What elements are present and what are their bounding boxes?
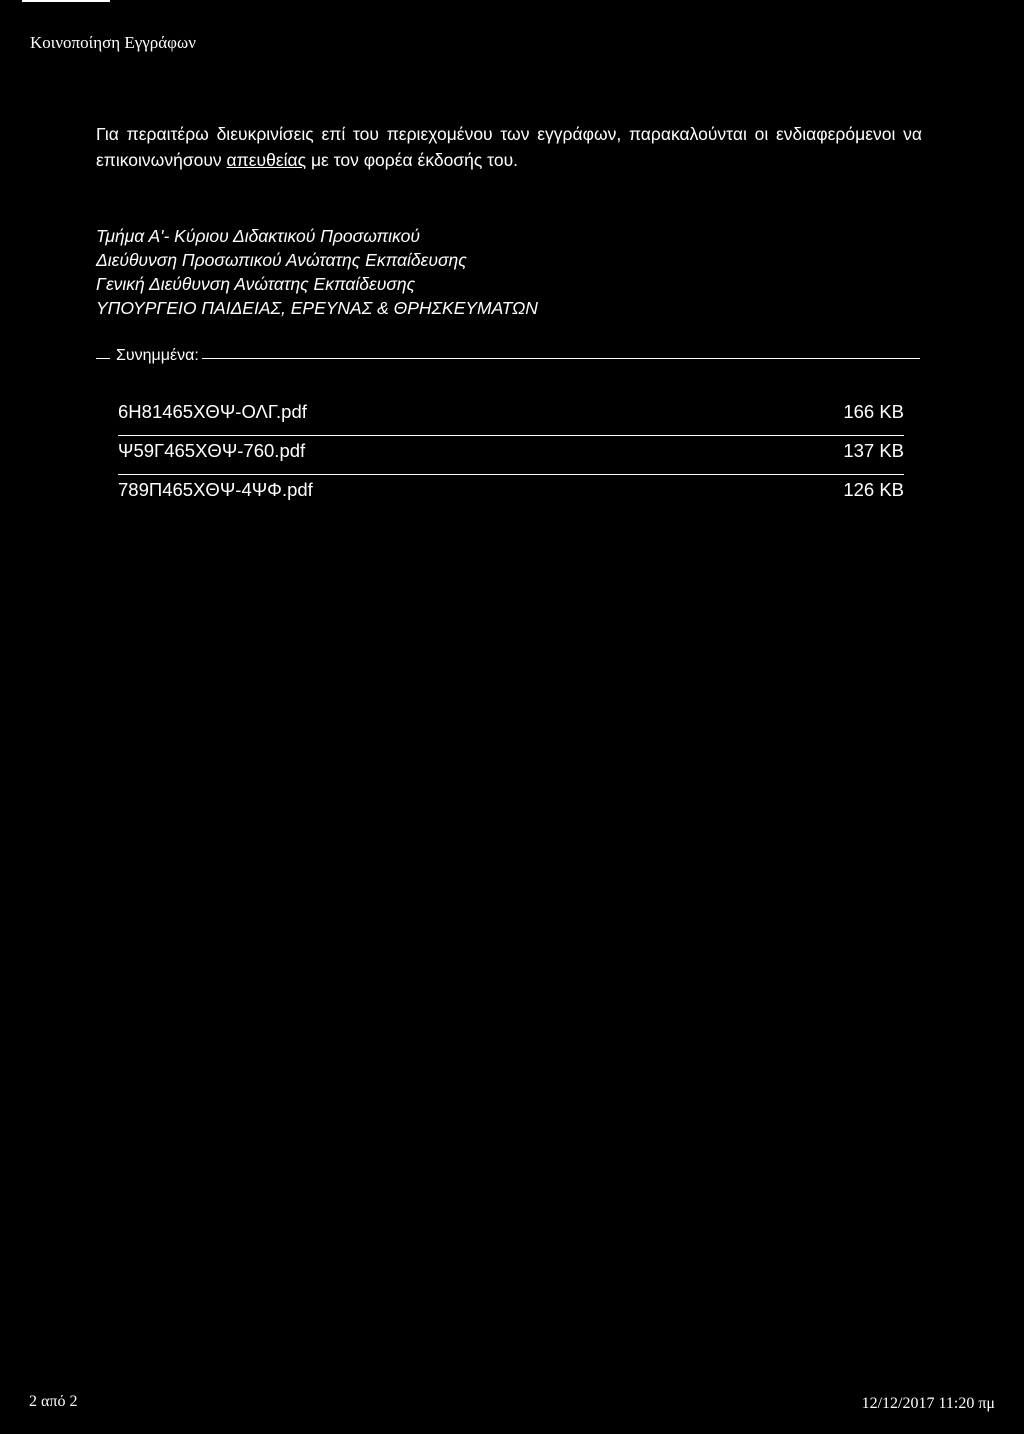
attachment-filesize: 126 KB bbox=[843, 479, 904, 500]
attachment-filename[interactable]: 6Η81465ΧΘΨ-ΟΛΓ.pdf bbox=[118, 401, 307, 422]
intro-paragraph bbox=[96, 121, 922, 173]
page-header-title: Κοινοποίηση Εγγράφων bbox=[30, 33, 196, 52]
attachment-row[interactable] bbox=[118, 436, 904, 475]
signature-line-department: Τμήμα Α'- Κύριου Διδακτικού Προσωπικού bbox=[96, 226, 420, 246]
signature-line-general-directorate: Γενική Διεύθυνση Ανώτατης Εκπαίδευσης bbox=[96, 274, 416, 294]
attachments-header-dash bbox=[96, 358, 110, 359]
issuer-signature-block bbox=[96, 224, 538, 320]
attachment-filesize: 166 KB bbox=[843, 401, 904, 422]
attachments-header bbox=[96, 347, 920, 369]
attachment-list bbox=[118, 397, 904, 513]
top-rule bbox=[22, 0, 110, 2]
intro-text-start: Για περαιτέρω διευκρινίσεις επί του περιεχομένου των εγγράφων, παρακαλούνται οι ενδιαφερόμενοι να επικοινωνήσουν bbox=[96, 124, 922, 170]
attachment-row[interactable] bbox=[118, 475, 904, 513]
attachment-filesize: 137 KB bbox=[843, 440, 904, 461]
attachment-row[interactable] bbox=[118, 397, 904, 436]
signature-line-ministry: ΥΠΟΥΡΓΕΙΟ ΠΑΙΔΕΙΑΣ, ΕΡΕΥΝΑΣ & ΘΡΗΣΚΕΥΜΑΤΩΝ bbox=[96, 298, 538, 318]
direct-contact-link[interactable]: απευθείας bbox=[226, 150, 307, 170]
attachment-filename[interactable]: Ψ59Γ465ΧΘΨ-760.pdf bbox=[118, 440, 306, 461]
attachments-header-rule bbox=[202, 358, 920, 359]
attachment-filename[interactable]: 789Π465ΧΘΨ-4ΨΦ.pdf bbox=[118, 479, 313, 500]
attachments-section bbox=[96, 347, 920, 500]
print-timestamp: 12/12/2017 11:20 πμ bbox=[861, 1395, 995, 1412]
page-number: 2 από 2 bbox=[29, 1393, 78, 1410]
signature-line-directorate: Διεύθυνση Προσωπικού Ανώτατης Εκπαίδευσης bbox=[96, 250, 467, 270]
attachments-label: Συνημμένα: bbox=[116, 347, 199, 364]
intro-text-end: με τον φορέα έκδοσής του. bbox=[306, 150, 518, 170]
